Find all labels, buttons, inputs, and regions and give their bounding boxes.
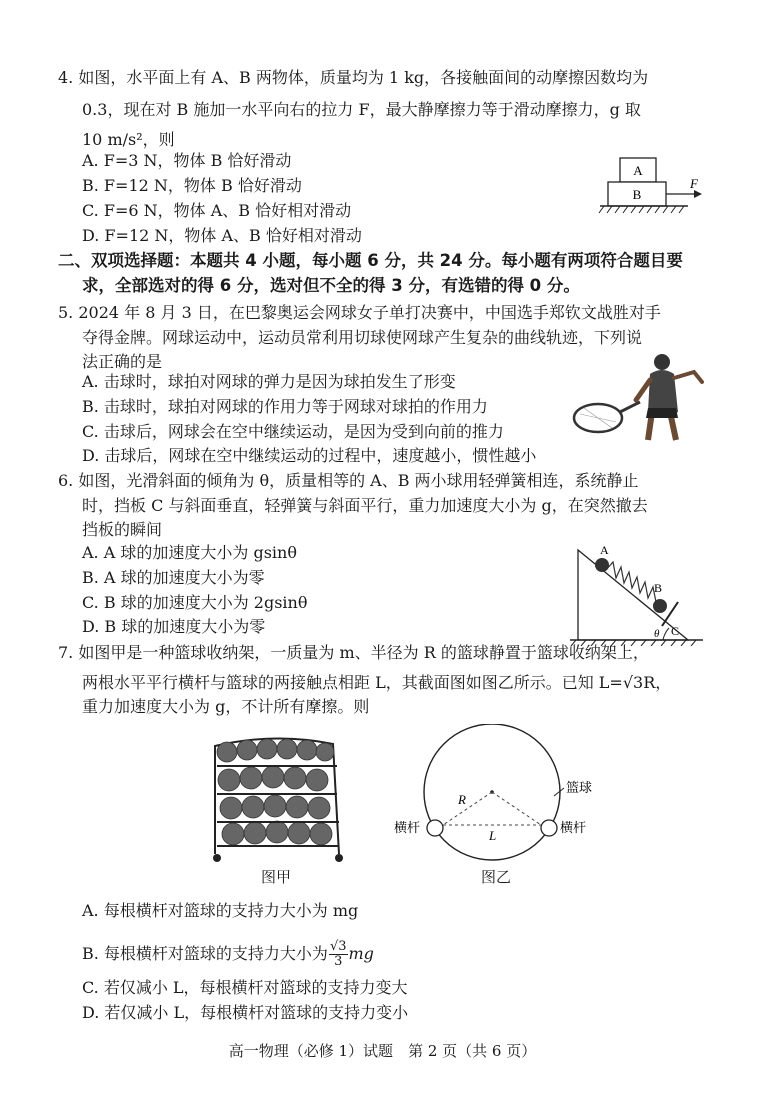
q4-figure-blocks — [598, 150, 708, 218]
q7-option-b-fraction — [329, 940, 348, 969]
q7-option-b — [82, 940, 374, 969]
q7-label-l: L — [489, 828, 497, 843]
q4-option-a: A. F=3 N，物体 B 恰好滑动 — [82, 151, 292, 170]
q5-option-d: D. 击球后，网球在空中继续运动的过程中，速度越小，惯性越小 — [82, 446, 537, 465]
q7-stem-line2: 两根水平平行横杆与篮球的两接触点相距 L，其截面图如图乙所示。已知 L=√3R， — [82, 673, 672, 692]
section2-heading-line2: 求，全部选对的得 6 分，选对但不全的得 3 分，有选错的得 0 分。 — [82, 276, 580, 295]
section2-heading-line1: 二、双项选择题：本题共 4 小题，每小题 6 分，共 24 分。每小题有两项符合题目要 — [58, 251, 683, 270]
q6-label-ball-a: A — [600, 543, 609, 557]
q7-option-d: D. 若仅减小 L，每根横杆对篮球的支持力变小 — [82, 1003, 409, 1022]
q7-option-c: C. 若仅减小 L，每根横杆对篮球的支持力变大 — [82, 978, 408, 997]
q6-option-d: D. B 球的加速度大小为零 — [82, 617, 266, 636]
q7-option-b-suffix: mg — [348, 944, 374, 963]
q7-fig-yi-caption: 图乙 — [481, 868, 512, 886]
q7-label-ball: 篮球 — [566, 780, 593, 795]
page-footer: 高一物理（必修 1）试题 第 2 页（共 6 页） — [228, 1042, 537, 1060]
q6-label-theta: θ — [654, 628, 660, 640]
q4-label-force: F — [690, 176, 698, 191]
q5-stem-line3: 法正确的是 — [82, 352, 163, 371]
q7-fig-jia-basketball-rack — [205, 728, 350, 866]
q7-option-a: A. 每根横杆对篮球的支持力大小为 mg — [82, 901, 359, 920]
q5-option-c: C. 击球后，网球会在空中继续运动，是因为受到向前的推力 — [82, 422, 504, 441]
q5-option-b: B. 击球时，球拍对网球的作用力等于网球对球拍的作用力 — [82, 397, 488, 416]
q4-option-b: B. F=12 N，物体 B 恰好滑动 — [82, 176, 302, 195]
q7-label-bar-left: 横杆 — [394, 820, 421, 835]
q7-stem-line1: 7. 如图甲是一种篮球收纳架，一质量为 m、半径为 R 的篮球静置于篮球收纳架上， — [58, 643, 649, 662]
q4-label-a: A — [633, 163, 643, 178]
q7-label-r: R — [458, 792, 466, 807]
q6-stem-line2: 时，挡板 C 与斜面垂直，轻弹簧与斜面平行，重力加速度大小为 g，在突然撤去 — [82, 496, 648, 515]
q4-stem-line2: 0.3，现在对 B 施加一水平向右的拉力 F，最大静摩擦力等于滑动摩擦力，g 取 — [82, 100, 641, 119]
q6-option-a: A. A 球的加速度大小为 gsinθ — [82, 543, 297, 562]
q6-stem-line1: 6. 如图，光滑斜面的倾角为 θ，质量相等的 A、B 两小球用轻弹簧相连，系统静止 — [58, 471, 639, 490]
q5-option-a: A. 击球时，球拍对网球的弹力是因为球拍发生了形变 — [82, 372, 456, 391]
q6-option-c: C. B 球的加速度大小为 2gsinθ — [82, 593, 308, 612]
q5-stem-line1: 5. 2024 年 8 月 3 日，在巴黎奥运会网球女子单打决赛中，中国选手郑钦文战胜对手 — [58, 303, 661, 322]
q7-option-b-numerator: √3 — [329, 939, 347, 954]
q4-label-b: B — [632, 187, 642, 202]
q4-stem-line1: 4. 如图，水平面上有 A、B 两物体，质量均为 1 kg，各接触面间的动摩擦因数均为 — [58, 68, 649, 87]
q6-label-ball-b: B — [654, 581, 663, 595]
q6-label-plate-c: C — [671, 624, 680, 638]
q4-stem-line3: 10 m/s²，则 — [82, 130, 175, 149]
q5-stem-line2: 夺得金牌。网球运动中，运动员常利用切球使网球产生复杂的曲线轨迹，下列说 — [82, 328, 643, 347]
q7-fig-yi-cross-section — [392, 724, 602, 864]
q4-option-c: C. F=6 N，物体 A、B 恰好相对滑动 — [82, 201, 352, 220]
q6-incline-figure — [568, 540, 708, 646]
q6-stem-line3: 挡板的瞬间 — [82, 520, 163, 539]
q6-option-b: B. A 球的加速度大小为零 — [82, 568, 265, 587]
q4-option-d: D. F=12 N，物体 A、B 恰好相对滑动 — [82, 226, 362, 245]
q5-tennis-player-photo — [570, 352, 710, 442]
q7-stem-line3: 重力加速度大小为 g，不计所有摩擦。则 — [82, 697, 370, 716]
q7-fig-jia-caption: 图甲 — [261, 868, 292, 886]
q7-option-b-denominator: 3 — [334, 954, 343, 969]
q7-label-bar-right: 横杆 — [560, 820, 587, 835]
q7-option-b-prefix: B. 每根横杆对篮球的支持力大小为 — [82, 944, 328, 963]
